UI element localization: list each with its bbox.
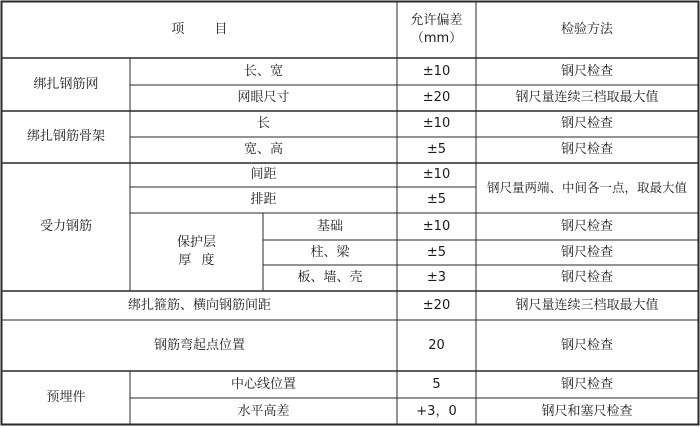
row-item: 绑扎箍筋、横向钢筋间距 [127,297,271,313]
header-method: 检验方法 [560,22,613,38]
row-item: 长、宽 [243,63,283,79]
group-cage: 绑扎钢筋骨架 [26,129,105,145]
row-method: 钢尺量连续三档取最大值 [515,90,659,106]
row-method: 钢尺检查 [560,116,613,132]
row-item: 长 [256,116,270,132]
header-tolerance [397,2,476,58]
row-item: 钢筋弯起点位置 [153,337,245,353]
row-tolerance: ±10 [422,116,451,132]
row-item: 板、墙、壳 [297,270,363,286]
group-rebar: 受力钢筋 [39,219,92,235]
row-tolerance: ±10 [422,218,451,234]
row-item: 排距 [250,192,277,208]
row-method-merged: 钢尺量两端、中间各一点，取最大值 [486,179,687,195]
row-tolerance: ±5 [426,244,447,260]
row-tolerance: 5 [432,376,441,392]
cover-label-line2: 厚 度 [178,253,215,268]
row-item: 网眼尺寸 [237,90,290,106]
header-tolerance-unit: （mm） [410,31,463,46]
row-item: 宽、高 [243,142,283,158]
row-tolerance: ±5 [426,192,447,208]
row-item: 间距 [250,167,277,183]
group-embed: 预埋件 [46,390,86,406]
row-item: 基础 [316,218,343,234]
group-mesh: 绑扎钢筋网 [33,76,99,92]
row-method: 钢尺检查 [560,142,613,158]
row-tolerance: 20 [428,337,445,353]
row-item: 水平高差 [237,403,290,419]
row-tolerance: ±20 [422,297,451,313]
row-tolerance: ±5 [426,142,447,158]
header-tolerance-label: 允许偏差 [410,13,463,29]
row-tolerance: ±10 [422,167,451,183]
row-method: 钢尺检查 [560,244,613,260]
row-method: 钢尺检查 [560,270,613,286]
row-method: 钢尺检查 [560,376,613,392]
cover-label-line1: 保护层 [176,235,216,251]
row-tolerance: ±20 [422,90,451,106]
row-tolerance: +3，0 [416,403,457,419]
row-tolerance: ±10 [422,63,451,79]
header-item: 项 目 [171,22,228,38]
row-method: 钢尺检查 [560,337,613,353]
row-method: 钢尺检查 [560,63,613,79]
row-method: 钢尺量连续三档取最大值 [515,297,659,313]
row-tolerance: ±3 [426,270,447,286]
row-method: 钢尺和塞尺检查 [541,403,633,419]
row-item: 柱、梁 [310,244,350,260]
group-cover-thickness [130,213,263,291]
row-method: 钢尺检查 [560,218,613,234]
row-item: 中心线位置 [230,376,296,392]
